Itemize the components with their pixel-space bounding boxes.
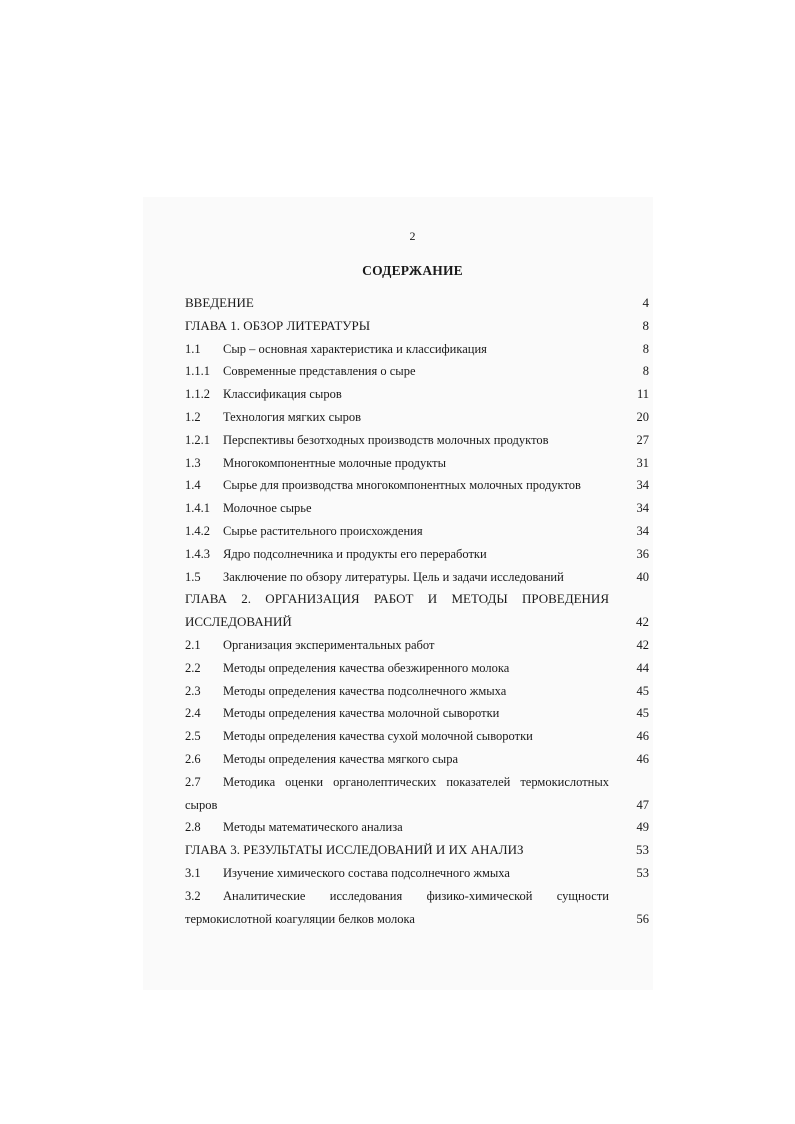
toc-entry xyxy=(185,771,649,794)
toc-entry-number: 1.2.1 xyxy=(185,432,210,447)
toc-entry xyxy=(185,497,649,520)
toc-entry-page: 45 xyxy=(636,683,649,698)
toc-entry-page: 46 xyxy=(636,729,649,744)
toc-entry-number: 1.1.1 xyxy=(185,364,210,379)
toc-entry-page: 45 xyxy=(636,706,649,721)
toc-entry-page: 42 xyxy=(636,637,649,652)
toc-entry-title: ГЛАВА 2. ОРГАНИЗАЦИЯ РАБОТ И МЕТОДЫ ПРОВЕДЕНИЯ xyxy=(185,591,609,607)
toc-entry xyxy=(185,702,649,725)
toc-entry-title: Методика оценки органолептических показателей термокислотных xyxy=(223,774,609,789)
toc-entry-number: 1.4 xyxy=(185,478,201,493)
toc-entry xyxy=(185,680,649,703)
toc-entry-number: 1.3 xyxy=(185,455,201,470)
toc-entry-number: 2.8 xyxy=(185,820,201,835)
toc-entry-title: Технология мягких сыров xyxy=(223,409,362,424)
toc-entry-number: 3.2 xyxy=(185,888,201,903)
toc-entry-page: 46 xyxy=(636,751,649,766)
toc-entry-title: Перспективы безотходных производств молочных продуктов xyxy=(223,432,549,447)
toc-entry xyxy=(185,452,649,475)
toc-entry-title: Методы определения качества подсолнечного жмыха xyxy=(223,683,507,698)
toc-entry-title: ВВЕДЕНИЕ xyxy=(185,295,254,310)
toc-entry-title: Методы математического анализа xyxy=(223,820,403,835)
toc-entry-page: 34 xyxy=(636,501,649,516)
page-number: 2 xyxy=(409,229,416,243)
toc-entry-title: Молочное сырье xyxy=(223,501,312,516)
toc-entry-number: 3.1 xyxy=(185,865,201,880)
toc-entry-page: 8 xyxy=(642,364,649,379)
toc-entry xyxy=(185,657,649,680)
toc-entry xyxy=(185,315,649,338)
toc-entry xyxy=(185,794,649,817)
toc-entry-title: сыров xyxy=(185,797,218,812)
toc-entry-title: Методы определения качества обезжиренного молока xyxy=(223,660,510,675)
toc-entry xyxy=(185,360,649,383)
toc-entry-title: Сыр – основная характеристика и классификация xyxy=(223,341,487,356)
toc-entry-page: 34 xyxy=(636,478,649,493)
toc-entry-page: 40 xyxy=(636,569,649,584)
toc-entry-title: термокислотной коагуляции белков молока xyxy=(185,911,415,926)
toc-entry-number: 1.2 xyxy=(185,409,201,424)
table-of-contents xyxy=(185,292,649,930)
toc-entry-title: ГЛАВА 1. ОБЗОР ЛИТЕРАТУРЫ xyxy=(185,317,371,333)
toc-entry-number: 1.1 xyxy=(185,341,201,356)
toc-entry xyxy=(185,292,649,315)
toc-entry xyxy=(185,634,649,657)
toc-entry-title: Многокомпонентные молочные продукты xyxy=(223,455,446,470)
toc-entry-page: 53 xyxy=(636,865,649,880)
toc-entry xyxy=(185,839,649,862)
toc-entry-title: Методы определения качества молочной сыворотки xyxy=(223,706,500,721)
toc-entry-page: 31 xyxy=(636,455,649,470)
toc-entry xyxy=(185,725,649,748)
toc-entry-title: ГЛАВА 3. РЕЗУЛЬТАТЫ ИССЛЕДОВАНИЙ И ИХ АНАЛИЗ xyxy=(185,842,524,858)
toc-entry xyxy=(185,566,649,589)
toc-entry-page: 36 xyxy=(636,546,649,561)
toc-entry-title: Аналитические исследования физико-химической сущности xyxy=(223,888,609,903)
toc-entry xyxy=(185,885,649,908)
toc-entry-page: 47 xyxy=(636,797,649,812)
toc-entry-number: 2.2 xyxy=(185,660,201,675)
toc-entry-number: 1.4.1 xyxy=(185,501,210,516)
toc-entry-number: 2.3 xyxy=(185,683,201,698)
toc-entry-page: 11 xyxy=(636,387,649,402)
toc-entry-page: 49 xyxy=(636,820,649,835)
toc-entry-page: 53 xyxy=(636,842,649,858)
toc-entry-page: 4 xyxy=(642,295,649,310)
toc-entry-page: 20 xyxy=(636,409,649,424)
toc-entry-page: 34 xyxy=(636,523,649,538)
toc-entry-title: Методы определения качества сухой молочной сыворотки xyxy=(223,729,533,744)
toc-entry-page: 44 xyxy=(636,660,649,675)
toc-entry xyxy=(185,611,649,634)
toc-entry-number: 2.7 xyxy=(185,774,201,789)
toc-entry-title: ИССЛЕДОВАНИЙ xyxy=(185,614,292,630)
toc-entry xyxy=(185,520,649,543)
toc-entry-title: Ядро подсолнечника и продукты его переработки xyxy=(223,546,487,561)
toc-entry-number: 1.5 xyxy=(185,569,201,584)
toc-entry-number: 2.4 xyxy=(185,706,201,721)
toc-entry xyxy=(185,474,649,497)
toc-entry-title: Сырье для производства многокомпонентных молочных продуктов xyxy=(223,478,581,493)
toc-entry xyxy=(185,862,649,885)
toc-entry-number: 2.1 xyxy=(185,637,201,652)
toc-entry-title: Организация экспериментальных работ xyxy=(223,637,435,652)
toc-entry xyxy=(185,383,649,406)
toc-title: СОДЕРЖАНИЕ xyxy=(362,263,463,278)
toc-entry-number: 1.4.2 xyxy=(185,523,210,538)
toc-entry xyxy=(185,543,649,566)
toc-entry-number: 2.6 xyxy=(185,751,201,766)
toc-entry-number: 1.1.2 xyxy=(185,387,210,402)
toc-entry xyxy=(185,748,649,771)
toc-entry-title: Заключение по обзору литературы. Цель и задачи исследований xyxy=(223,569,564,584)
toc-entry-page: 8 xyxy=(642,341,649,356)
toc-entry xyxy=(185,908,649,931)
toc-entry-title: Сырье растительного происхождения xyxy=(223,523,423,538)
toc-entry-number: 2.5 xyxy=(185,729,201,744)
toc-entry-title: Современные представления о сыре xyxy=(223,364,416,379)
toc-entry-title: Классификация сыров xyxy=(223,387,342,402)
toc-entry-page: 8 xyxy=(642,317,649,333)
toc-entry-number: 1.4.3 xyxy=(185,546,210,561)
toc-entry xyxy=(185,338,649,361)
toc-entry-page: 56 xyxy=(636,911,649,926)
toc-entry xyxy=(185,816,649,839)
toc-entry-title: Методы определения качества мягкого сыра xyxy=(223,751,458,766)
toc-entry xyxy=(185,588,649,611)
toc-entry-page: 27 xyxy=(636,432,649,447)
toc-entry xyxy=(185,406,649,429)
toc-entry-page: 42 xyxy=(636,614,649,630)
toc-entry-title: Изучение химического состава подсолнечного жмыха xyxy=(223,865,510,880)
toc-entry xyxy=(185,429,649,452)
